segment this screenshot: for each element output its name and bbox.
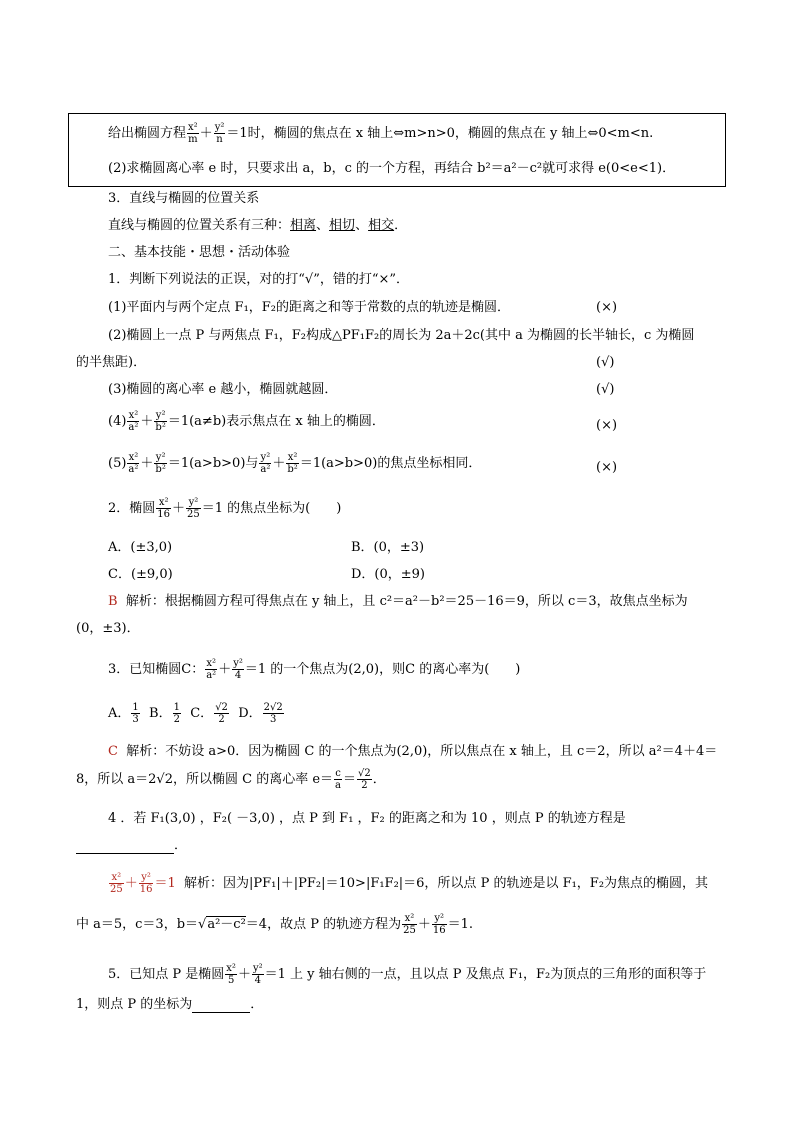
relation-intersect: 相交 <box>368 218 395 233</box>
q4-solution-1: $\frac{\text{x²}}{25}$ ＋ $\frac{\text{y²}}{16}$ ＝1 解析：因为|PF₁|＋|PF₂|＝10>|F₁F₂|＝6，所以点 P 的轨迹是以 F₁，F₂为焦点的椭圆，其 <box>110 872 709 895</box>
q2-option-d: D．(0，±9) <box>351 567 426 582</box>
fraction: $\frac{\text{x²}}{m}$ <box>188 122 198 145</box>
fraction: $\frac{\text{y²}}{n}$ <box>214 122 225 145</box>
part-2-title: 二、基本技能・思想・活动体验 <box>108 245 291 260</box>
section-3-title: 3．直线与椭圆的位置关系 <box>108 191 260 206</box>
q1-statement-2a: (2)椭圆上一点 P 与两焦点 F₁，F₂构成△PF₁F₂的周长为 2a＋2c(其中 a 为椭圆的长半轴长，c 为椭圆 <box>108 328 695 343</box>
fraction: $\frac{\text{y²}}{4}$ <box>252 963 263 986</box>
q2-stem: 2．椭圆 $\frac{\text{x²}}{16}$ ＋ $\frac{\text{y²}}{25}$ ＝1 的焦点坐标为( ) <box>108 497 342 520</box>
fraction: $\frac{\text{x²}}{\text{a²}}$ <box>128 410 139 433</box>
fraction: $\frac{√2}{2}$ <box>215 702 228 725</box>
q1-mark-4: (×) <box>596 418 618 433</box>
box-line-2: (2)求椭圆离心率 e 时，只要求出 a，b，c 的一个方程，再结合 b²＝a²－c²就可求得 e(0<e<1)． <box>108 161 676 176</box>
q1-statement-5: (5) $\frac{\text{x²}}{\text{a²}}$ ＋ $\frac{\text{y²}}{\text{b²}}$ ＝1(a>b>0)与 $\frac{\text{y²}}{\text{a²}}$ ＋ $\frac{\text{x²}}{\text{b²}}$ ＝1(a>b>0)的焦点坐标相同． <box>108 452 482 475</box>
fraction: $\frac{1}{2}$ <box>173 702 180 725</box>
q2-option-a: A．(±3,0) <box>108 540 173 555</box>
box-line-1: 给出椭圆方程 $\frac{\text{x²}}{m}$ ＋ $\frac{\text{y²}}{n}$ ＝1时，椭圆的焦点在 x 轴上⇔m>n>0，椭圆的焦点在 y 轴上⇔0<m<n. <box>108 122 654 145</box>
q1-mark-1: (×) <box>596 300 618 315</box>
fraction: $\frac{\text{y²}}{\text{a²}}$ <box>260 452 271 475</box>
q2-answer: B <box>108 594 118 609</box>
fraction: $\frac{1}{3}$ <box>132 702 139 725</box>
fraction: $\frac{\text{y²}}{16}$ <box>432 913 446 936</box>
fraction: $\frac{\text{x²}}{5}$ <box>226 963 236 986</box>
q5-line-2: 1，则点 P 的坐标为 ． <box>76 997 264 1012</box>
fraction: $\frac{\text{x²}}{25}$ <box>403 913 416 936</box>
q1-statement-2b: 的半焦距)． <box>76 355 147 370</box>
q3-solution-2: 8，所以 a＝2√2，所以椭圆 C 的离心率 e＝ $\frac{c}{a}$ ＝ $\frac{√2}{2}$ ． <box>76 768 386 791</box>
q2-option-c: C．(±9,0) <box>108 567 173 582</box>
fraction: $\frac{\text{y²}}{\text{b²}}$ <box>155 410 166 433</box>
fraction: $\frac{2√2}{3}$ <box>263 702 283 725</box>
fraction: $\frac{\text{y²}}{25}$ <box>187 497 200 520</box>
q1-statement-1: (1)平面内与两个定点 F₁，F₂的距离之和等于常数的点的轨迹是椭圆． <box>108 300 511 315</box>
q3-solution-1: C 解析：不妨设 a>0．因为椭圆 C 的一个焦点为(2,0)，所以焦点在 x 轴上，且 c＝2，所以 a²＝4＋4＝ <box>108 744 718 759</box>
section-3-text: 直线与椭圆的位置关系有三种：相离、相切、相交． <box>108 218 408 233</box>
q4-stem: 4 ．若 F₁(3,0) ，F₂( －3,0) ，点 P 到 F₁ ，F₂ 的距离之和为 10 ，则点 P 的轨迹方程是 <box>108 811 626 826</box>
fraction: $\frac{\text{x²}}{\text{b²}}$ <box>287 452 298 475</box>
answer-blank <box>76 839 174 854</box>
fraction: $\frac{c}{a}$ <box>335 768 341 791</box>
q1-statement-4: (4) $\frac{\text{x²}}{\text{a²}}$ ＋ $\frac{\text{y²}}{\text{b²}}$ ＝1(a≠b)表示焦点在 x 轴上的椭圆． <box>108 410 385 433</box>
q2-solution-2: (0，±3)． <box>76 621 140 636</box>
q3-options: A． $\frac{1}{3}$ B． $\frac{1}{2}$ C． $\frac{√2}{2}$ D． $\frac{2√2}{3}$ <box>108 702 283 725</box>
q1-mark-2: (√) <box>596 355 615 370</box>
fraction: $\frac{\text{y²}}{\text{b²}}$ <box>155 452 166 475</box>
q1-mark-3: (√) <box>596 382 615 397</box>
q1-statement-3: (3)椭圆的离心率 e 越小，椭圆就越圆． <box>108 382 338 397</box>
q3-stem: 3．已知椭圆C： $\frac{\text{x²}}{\text{a²}}$ ＋ $\frac{\text{y²}}{4}$ ＝1 的一个焦点为(2,0)，则C 的离心率为( ) <box>108 658 521 681</box>
q3-answer: C <box>108 744 118 759</box>
fraction: $\frac{\text{x²}}{\text{a²}}$ <box>128 452 139 475</box>
fraction: $\frac{\text{x²}}{16}$ <box>157 497 171 520</box>
fraction: $\frac{\text{y²}}{16}$ <box>139 872 153 895</box>
fraction: $\frac{\text{x²}}{25}$ <box>110 872 123 895</box>
q2-option-b: B．(0，±3) <box>351 540 425 555</box>
q1-stem: 1．判断下列说法的正误，对的打“√”，错的打“×”． <box>108 272 410 287</box>
relation-tangent: 相切 <box>329 218 356 233</box>
fraction: $\frac{√2}{2}$ <box>358 768 371 791</box>
q2-solution-1: B 解析：根据椭圆方程可得焦点在 y 轴上，且 c²＝a²－b²＝25－16＝9，所以 c＝3，故焦点坐标为 <box>108 594 688 609</box>
q4-solution-2: 中 a＝5，c＝3，b＝√a²－c²＝4，故点 P 的轨迹方程为 $\frac{\text{x²}}{25}$ ＋ $\frac{\text{y²}}{16}$ ＝1. <box>76 913 473 936</box>
q4-answer-blank: ． <box>76 838 187 854</box>
relation-separate: 相离 <box>290 218 317 233</box>
q1-mark-5: (×) <box>596 460 618 475</box>
fraction: $\frac{\text{x²}}{\text{a²}}$ <box>206 658 217 681</box>
answer-blank <box>192 998 250 1013</box>
fraction: $\frac{\text{y²}}{4}$ <box>233 658 243 681</box>
q5-stem: 5．已知点 P 是椭圆 $\frac{\text{x²}}{5}$ ＋ $\frac{\text{y²}}{4}$ ＝1 上 y 轴右侧的一点，且以点 P 及焦点 F₁，F₂为顶点的三角形的面积等于 <box>108 963 707 986</box>
